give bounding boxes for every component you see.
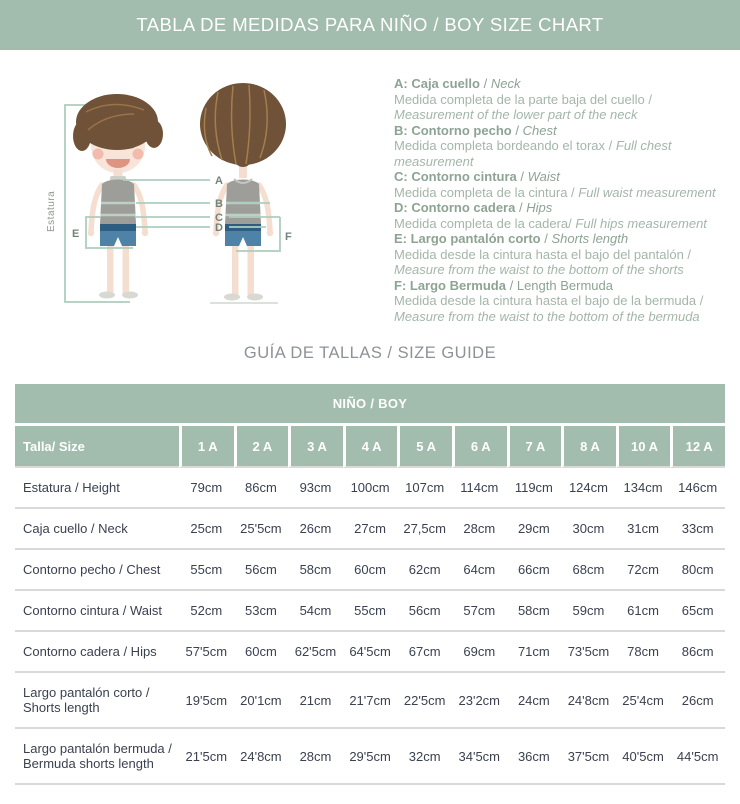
measurement-value: 100cm	[343, 468, 398, 509]
measurement-row-label: Contorno pecho / Chest	[15, 550, 179, 591]
measurement-value: 55cm	[343, 591, 398, 632]
legend-term-es: F: Largo Bermuda	[394, 277, 506, 293]
legend-term-en: Waist	[527, 169, 560, 184]
legend-term-es: C: Contorno cintura	[394, 169, 517, 184]
measurement-value: 62'5cm	[288, 632, 343, 673]
group-header: NIÑO / BOY	[15, 384, 725, 423]
legend-item-bermuda-length: F: Largo Bermuda / Length Bermuda Medida desde la cintura hasta el bajo de la bermuda / Measure from the waist to the bottom of the bermuda	[394, 277, 704, 324]
measurement-value: 86cm	[670, 632, 725, 673]
boy-figures-svg	[38, 74, 390, 316]
measurement-value: 107cm	[397, 468, 452, 509]
size-column-header: 1 A	[179, 423, 234, 468]
measurement-value: 25'4cm	[616, 673, 671, 729]
legend-term-en: Chest	[522, 122, 557, 138]
measurement-value: 71cm	[507, 632, 562, 673]
marker-c: C	[215, 212, 223, 224]
table-row	[15, 550, 725, 591]
measurement-value: 21'7cm	[343, 673, 398, 729]
measurement-value: 31cm	[616, 509, 671, 550]
measurement-value: 114cm	[452, 468, 507, 509]
legend-item-neck: A: Caja cuello / Neck Medida completa de la parte baja del cuello / Measurement of the lower part of the neck	[394, 76, 652, 122]
measurement-value: 64'5cm	[343, 632, 398, 673]
marker-a: A	[215, 175, 223, 187]
measurement-value: 22'5cm	[397, 673, 452, 729]
measurement-row-label: Caja cuello / Neck	[15, 509, 179, 550]
measurement-value: 27,5cm	[397, 509, 452, 550]
measurement-value: 64cm	[452, 550, 507, 591]
measurement-value: 21'5cm	[179, 729, 234, 785]
boy-front-figure	[73, 94, 163, 299]
measurement-value: 26cm	[288, 509, 343, 550]
size-column-header: 2 A	[234, 423, 289, 468]
measurement-value: 40'5cm	[616, 729, 671, 785]
measurement-value: 86cm	[234, 468, 289, 509]
size-table	[15, 384, 725, 785]
legend-item-waist: C: Contorno cintura / Waist Medida completa de la cintura / Full waist measurement	[394, 169, 716, 200]
measurement-value: 24'8cm	[561, 673, 616, 729]
measurement-value: 119cm	[507, 468, 562, 509]
measurement-value: 60cm	[234, 632, 289, 673]
measurement-value: 146cm	[670, 468, 725, 509]
table-row	[15, 468, 725, 509]
measurement-value: 28cm	[452, 509, 507, 550]
measurement-value: 53cm	[234, 591, 289, 632]
measurement-diagram-section	[0, 50, 740, 324]
measurement-value: 93cm	[288, 468, 343, 509]
measurement-value: 29'5cm	[343, 729, 398, 785]
boy-back-figure	[200, 83, 286, 303]
measurement-row-label: Estatura / Height	[15, 468, 179, 509]
measurement-value: 56cm	[397, 591, 452, 632]
measurement-value: 29cm	[507, 509, 562, 550]
measurement-value: 68cm	[561, 550, 616, 591]
measurement-value: 21cm	[288, 673, 343, 729]
page-title: TABLA DE MEDIDAS PARA NIÑO / BOY SIZE CHART	[136, 14, 604, 35]
measurement-value: 66cm	[507, 550, 562, 591]
measurement-value: 60cm	[343, 550, 398, 591]
size-column-header: 12 A	[670, 423, 725, 468]
corner-header: Talla/ Size	[15, 423, 179, 468]
measurement-value: 32cm	[397, 729, 452, 785]
measurement-value: 124cm	[561, 468, 616, 509]
measurement-row-label: Contorno cadera / Hips	[15, 632, 179, 673]
height-label: Estatura	[46, 190, 57, 232]
legend-item-chest: B: Contorno pecho / Chest Medida completa bordeando el torax / Full chest measurement	[394, 122, 672, 169]
measurement-value: 20'1cm	[234, 673, 289, 729]
legend-term-en: Hips	[526, 200, 553, 215]
legend-term-es: D: Contorno cadera	[394, 200, 516, 215]
measurement-value: 73'5cm	[561, 632, 616, 673]
measurement-value: 57cm	[452, 591, 507, 632]
legend-term-en: Length Bermuda	[516, 277, 613, 293]
measurement-value: 134cm	[616, 468, 671, 509]
measurement-value: 78cm	[616, 632, 671, 673]
table-row	[15, 632, 725, 673]
title-bar	[0, 0, 740, 50]
measurement-value: 54cm	[288, 591, 343, 632]
marker-d: D	[215, 222, 223, 234]
size-column-header: 3 A	[288, 423, 343, 468]
measurement-value: 27cm	[343, 509, 398, 550]
table-row	[15, 729, 725, 785]
marker-f: F	[285, 231, 292, 243]
table-row	[15, 509, 725, 550]
size-column-header: 5 A	[397, 423, 452, 468]
measurement-value: 30cm	[561, 509, 616, 550]
measurement-value: 24cm	[507, 673, 562, 729]
boy-illustration	[38, 74, 390, 321]
measurement-value: 58cm	[288, 550, 343, 591]
table-group-header-row	[15, 384, 725, 423]
measurement-value: 80cm	[670, 550, 725, 591]
measurement-value: 72cm	[616, 550, 671, 591]
measurement-value: 62cm	[397, 550, 452, 591]
legend-term-en: Neck	[490, 76, 521, 91]
size-column-header: 6 A	[452, 423, 507, 468]
table-row	[15, 673, 725, 729]
size-column-header: 4 A	[343, 423, 398, 468]
marker-e: E	[72, 228, 80, 240]
measurement-value: 23'2cm	[452, 673, 507, 729]
measurement-value: 79cm	[179, 468, 234, 509]
measurement-value: 44'5cm	[670, 729, 725, 785]
legend-term-es: B: Contorno pecho	[394, 122, 512, 138]
measurement-value: 56cm	[234, 550, 289, 591]
measurement-value: 58cm	[507, 591, 562, 632]
measurement-row-label: Contorno cintura / Waist	[15, 591, 179, 632]
measurement-value: 37'5cm	[561, 729, 616, 785]
legend-term-es: E: Largo pantalón corto	[394, 231, 541, 246]
legend-term-en: Shorts length	[551, 231, 629, 246]
measurement-value: 65cm	[670, 591, 725, 632]
measurement-value: 28cm	[288, 729, 343, 785]
size-column-header: 8 A	[561, 423, 616, 468]
measurement-value: 24'8cm	[234, 729, 289, 785]
table-size-header-row	[15, 423, 725, 468]
measurement-value: 33cm	[670, 509, 725, 550]
measurement-value: 36cm	[507, 729, 562, 785]
measurement-legend	[390, 74, 734, 324]
measurement-row-label: Largo pantalón corto / Shorts length	[15, 673, 179, 729]
measurement-value: 61cm	[616, 591, 671, 632]
size-guide-heading: GUÍA DE TALLAS / SIZE GUIDE	[243, 344, 497, 362]
size-column-header: 10 A	[616, 423, 671, 468]
measurement-value: 25'5cm	[234, 509, 289, 550]
table-row	[15, 591, 725, 632]
measurement-value: 52cm	[179, 591, 234, 632]
measurement-value: 19'5cm	[179, 673, 234, 729]
measurement-value: 67cm	[397, 632, 452, 673]
measurement-value: 34'5cm	[452, 729, 507, 785]
measurement-value: 69cm	[452, 632, 507, 673]
size-column-header: 7 A	[507, 423, 562, 468]
legend-term-es: A: Caja cuello	[394, 76, 480, 91]
measurement-row-label: Largo pantalón bermuda / Bermuda shorts length	[15, 729, 179, 785]
measurement-value: 59cm	[561, 591, 616, 632]
measurement-value: 25cm	[179, 509, 234, 550]
marker-b: B	[215, 198, 223, 210]
size-table-wrap	[15, 384, 725, 785]
measurement-value: 26cm	[670, 673, 725, 729]
measurement-value: 57'5cm	[179, 632, 234, 673]
legend-item-hips: D: Contorno cadera / Hips Medida completa de la cadera/ Full hips measurement	[394, 200, 707, 231]
legend-item-shorts-length: E: Largo pantalón corto / Shorts length Medida desde la cintura hasta el bajo del pantalón / Measure from the waist to the bottom of the shorts	[394, 231, 692, 277]
measurement-value: 55cm	[179, 550, 234, 591]
